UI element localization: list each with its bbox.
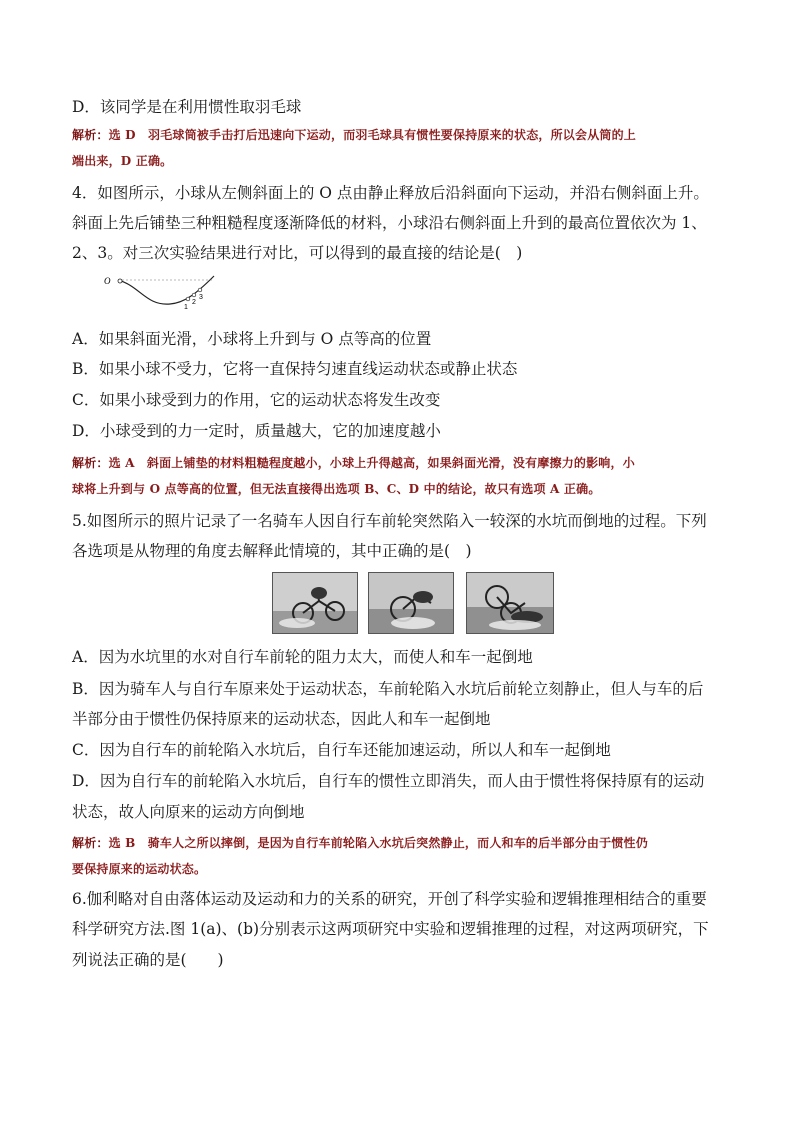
q5-answer-line-1 [72, 834, 734, 852]
label-2: 2 [192, 299, 196, 306]
label-o: O [104, 276, 111, 286]
bicycle-photo-1 [272, 572, 358, 634]
q6-stem-line-1: 6.伽利略对自由落体运动及运动和力的关系的研究，开创了科学实验和逻辑推理相结合的重要 [72, 890, 707, 908]
q4-stem-line-1: 4．如图所示，小球从左侧斜面上的 O 点由静止释放后沿斜面向下运动，并沿右侧斜面上升。 [72, 184, 709, 202]
q4-option-d: D．小球受到的力一定时，质量越大，它的加速度越小 [72, 422, 441, 440]
q5-option-a: A．因为水坑里的水对自行车前轮的阻力太大，而使人和车一起倒地 [72, 648, 533, 666]
q3-answer-line-2: 端出来，D 正确。 [72, 154, 173, 168]
q4-answer-line-1 [72, 454, 734, 472]
q4-option-c: C．如果小球受到力的作用，它的运动状态将发生改变 [72, 391, 441, 409]
q3-answer-line-1 [72, 126, 734, 144]
q5-answer-line-2: 要保持原来的运动状态。 [72, 862, 207, 876]
bicycle-photo-2 [368, 572, 454, 634]
q6-stem-line-2: 科学研究方法.图 1(a)、(b)分别表示这两项研究中实验和逻辑推理的过程，对这两项研究，下 [72, 920, 709, 938]
q4-option-b: B．如果小球不受力，它将一直保持匀速直线运动状态或静止状态 [72, 360, 518, 378]
answer-label: 解析： [72, 128, 109, 142]
answer-text: 选 D 羽毛球筒被手击打后迅速向下运动，而羽毛球具有惯性要保持原来的状态，所以会从筒的上 [108, 128, 636, 142]
bicycle-photo-strip [272, 572, 554, 634]
ball-pos-2 [192, 293, 196, 297]
answer-label: 解析： [72, 456, 109, 470]
ball-at-o [118, 279, 122, 283]
label-3: 3 [199, 294, 203, 301]
q5-option-c: C．因为自行车的前轮陷入水坑后，自行车还能加速运动，所以人和车一起倒地 [72, 741, 611, 759]
q4-stem-line-2: 斜面上先后铺垫三种粗糙程度逐渐降低的材料，小球沿右侧斜面上升到的最高位置依次为 1、 [72, 214, 707, 232]
answer-text: 选 A 斜面上铺垫的材料粗糙程度越小，小球上升得越高，如果斜面光滑，没有摩擦力的影响，小 [108, 456, 635, 470]
q5-option-d-line-2: 状态，故人向原来的运动方向倒地 [72, 803, 305, 821]
ball-pos-1 [186, 297, 190, 301]
q5-stem-line-1: 5.如图所示的照片记录了一名骑车人因自行车前轮突然陷入一较深的水坑而倒地的过程。下列 [72, 512, 707, 530]
answer-text: 选 B 骑车人之所以摔倒，是因为自行车前轮陷入水坑后突然静止，而人和车的后半部分由于惯性仍 [108, 836, 648, 850]
q4-option-a: A．如果斜面光滑，小球将上升到与 O 点等高的位置 [72, 330, 432, 348]
ball-pos-3 [198, 288, 202, 292]
q3-option-d: D．该同学是在利用惯性取羽毛球 [72, 98, 302, 116]
incline-figure [100, 272, 220, 312]
q5-option-b-line-2: 半部分由于惯性仍保持原来的运动状态，因此人和车一起倒地 [72, 710, 491, 728]
q6-stem-line-3: 列说法正确的是( ) [72, 951, 224, 969]
answer-label: 解析： [72, 836, 109, 850]
q5-option-b-line-1: B．因为骑车人与自行车原来处于运动状态，车前轮陷入水坑后前轮立刻静止，但人与车的后 [72, 680, 704, 698]
bicycle-photo-3 [466, 572, 554, 634]
q4-answer-line-2: 球将上升到与 O 点等高的位置，但无法直接得出选项 B、C、D 中的结论，故只有选项 A 正确。 [72, 482, 601, 496]
q4-stem-line-3: 2、3。对三次实验结果进行对比，可以得到的最直接的结论是( ) [72, 244, 523, 262]
q5-stem-line-2: 各选项是从物理的角度去解释此情境的，其中正确的是( ) [72, 542, 472, 560]
q5-option-d-line-1: D．因为自行车的前轮陷入水坑后，自行车的惯性立即消失，而人由于惯性将保持原有的运动 [72, 772, 705, 790]
label-1: 1 [184, 304, 188, 311]
